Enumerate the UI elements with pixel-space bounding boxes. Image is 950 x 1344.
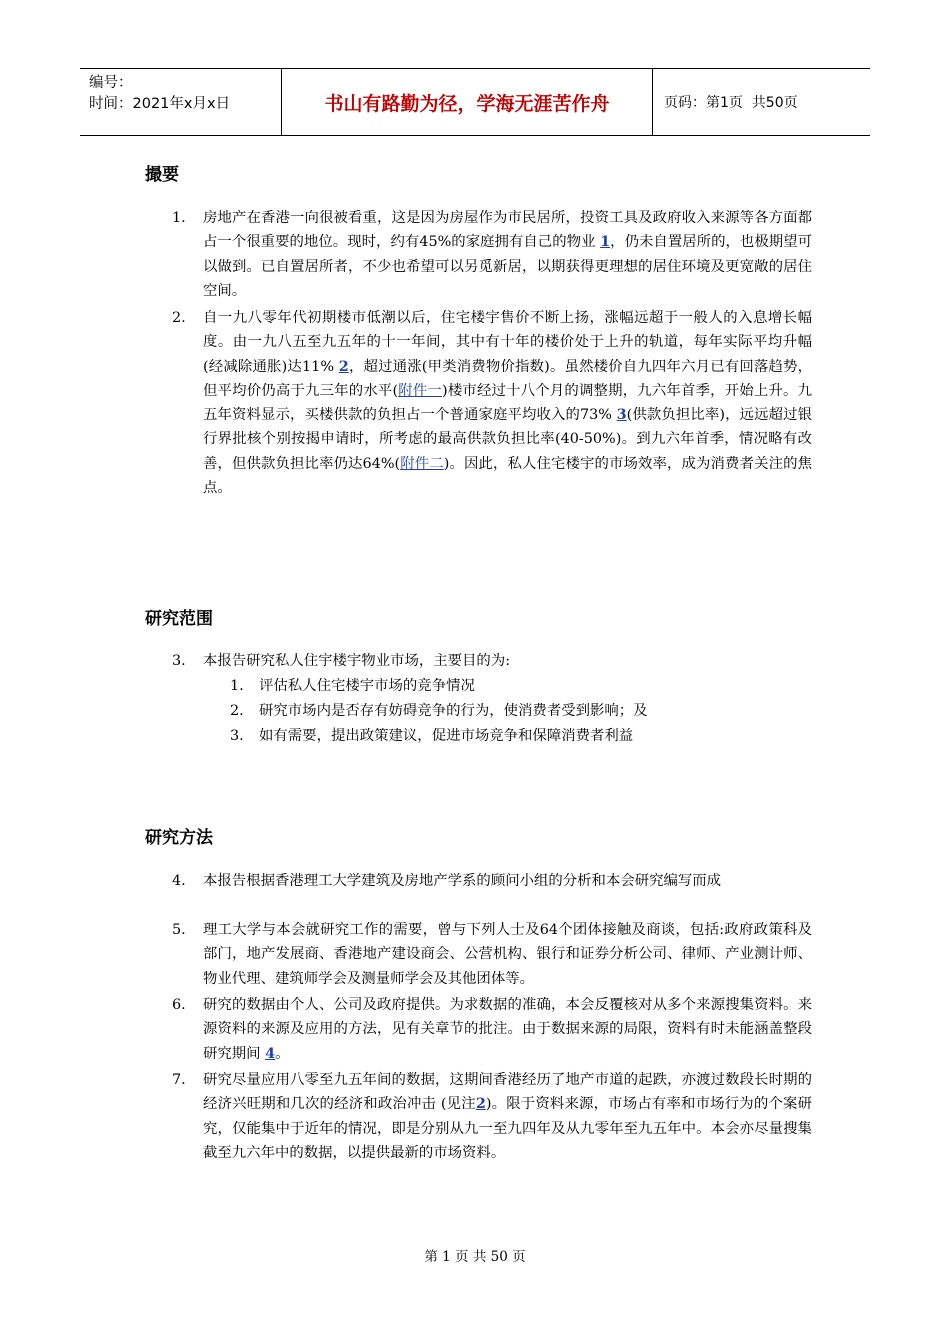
paragraph-text: 自一九八零年代初期楼市低潮以后，住宅楼宇售价不断上扬，涨幅远超于一般人的入息增长幅度。由一九八五至九五年的十一年间，其中有十年的楼价处于上升的轨道，每年实际平均升幅(经减除通胀)达11% (203, 310, 812, 375)
paragraph-number: 3. (172, 653, 186, 669)
paragraph-6 (172, 993, 812, 1066)
paragraph-text: 研究尽量应用八零至九五年间的数据，这期间香港经历了地产市道的起跌，亦渡过数段长时期的经济兴旺期和几次的经济和政治冲击 (见注 (203, 1072, 812, 1113)
paragraph-number: 1. (172, 210, 186, 226)
page-footer: 第 1 页 共 50 页 (424, 1249, 526, 1265)
footnote-link-4[interactable]: 4 (265, 1044, 276, 1062)
section-title-scope: 研究范围 (145, 609, 213, 629)
sub-item-number: 1. (230, 678, 244, 694)
sub-item-text: 研究市场内是否存有妨碍竞争的行为，使消费者受到影响；及 (259, 703, 648, 719)
paragraph-text: )。因此，私人住宅楼宇的市场效率，成为消费者关注的焦点。 (203, 455, 812, 497)
header-page-text: 页码：第1页 共50页 (664, 95, 798, 111)
sub-item-number: 2. (230, 703, 244, 719)
page-header (80, 68, 870, 136)
sub-item-2 (230, 699, 648, 723)
footnote-link-2b[interactable]: 2 (475, 1095, 486, 1113)
footnote-link-1[interactable]: 1 (600, 233, 611, 251)
sub-item-text: 评估私人住宅楼宇市场的竞争情况 (259, 678, 475, 694)
header-motto: 书山有路勤为径，学海无涯苦作舟 (282, 69, 653, 135)
paragraph-text: 理工大学与本会就研究工作的需要，曾与下列人士及64个团体接触及商谈，包括:政府政策科及部门，地产发展商、香港地产建设商会、公营机构、银行和证券分析公司、律师、产业测计师、物业代理、建筑师学会及测量师学会及其他团体等。 (203, 922, 812, 987)
paragraph-5 (172, 918, 812, 991)
paragraph-7 (172, 1068, 812, 1165)
appendix-link-1[interactable]: 附件一 (398, 382, 443, 399)
paragraph-number: 2. (172, 310, 186, 326)
appendix-link-2[interactable]: 附件二 (400, 455, 444, 472)
paragraph-text: 本报告根据香港理工大学建筑及房地产学系的顾问小组的分析和本会研究编写而成 (203, 873, 722, 889)
paragraph-text: 。 (275, 1045, 290, 1062)
paragraph-text: 本报告研究私人住宇楼宇物业市场，主要目的为: (203, 653, 511, 669)
header-page-info (653, 69, 870, 135)
header-meta (80, 69, 282, 135)
footnote-link-2[interactable]: 2 (338, 357, 349, 375)
paragraph-number: 4. (172, 873, 186, 889)
section-title-method: 研究方法 (145, 828, 213, 848)
paragraph-3 (172, 649, 812, 673)
paragraph-text: ，仍未自置居所的，也极期望可以做到。已自置居所者，不少也希望可以另觅新居，以期获得更理想的居住环境及更宽敞的居住空间。 (203, 234, 812, 299)
paragraph-2 (172, 306, 812, 500)
sub-item-number: 3. (230, 728, 244, 744)
footnote-link-3[interactable]: 3 (616, 406, 627, 424)
paragraph-number: 6. (172, 997, 186, 1013)
paragraph-number: 7. (172, 1072, 186, 1088)
paragraph-text: 房地产在香港一向很被看重，这是因为房屋作为市民居所，投资工具及政府收入来源等各方面都占一个很重要的地位。现时，约有45%的家庭拥有自己的物业 (203, 210, 812, 251)
paragraph-4 (172, 869, 812, 893)
paragraph-number: 5. (172, 922, 186, 938)
paragraph-text: )。限于资料来源，市场占有率和市场行为的个案研究，仅能集中于近年的情况，即是分别从九一至九四年及从九零年至九五年中。本会亦尽量搜集截至九六年中的数据，以提供最新的市场资料。 (203, 1096, 812, 1161)
paragraph-text: 研究的数据由个人、公司及政府提供。为求数据的准确，本会反覆核对从多个来源搜集资料。来源资料的来源及应用的方法，见有关章节的批注。由于数据来源的局限，资料有时未能涵盖整段研究期间 (203, 997, 812, 1062)
sub-item-1 (230, 674, 475, 698)
section-title-summary: 撮要 (145, 165, 179, 185)
doc-date-label: 时间：2021年x月x日 (89, 96, 231, 112)
paragraph-text: (供款负担比率)，远远超过银行界批核个别按揭申请时，所考虑的最高供款负担比率(40-50%)。到九六年首季，情况略有改善，但供款负担比率仍达64%( (203, 407, 812, 472)
paragraph-text: )楼市经过十八个月的调整期，九六年首季，开始上升。九五年资料显示，买楼供款的负担占一个普通家庭平均收入的73% (203, 382, 812, 424)
sub-item-text: 如有需要，提出政策建议，促进市场竞争和保障消费者利益 (259, 728, 634, 744)
doc-number-label: 编号： (89, 75, 133, 91)
paragraph-text: ，超过通涨(甲类消费物价指数)。虽然楼价自九四年六月已有回落趋势，但平均价仍高于九三年的水平( (203, 358, 813, 399)
paragraph-1 (172, 206, 812, 303)
sub-item-3 (230, 724, 633, 748)
